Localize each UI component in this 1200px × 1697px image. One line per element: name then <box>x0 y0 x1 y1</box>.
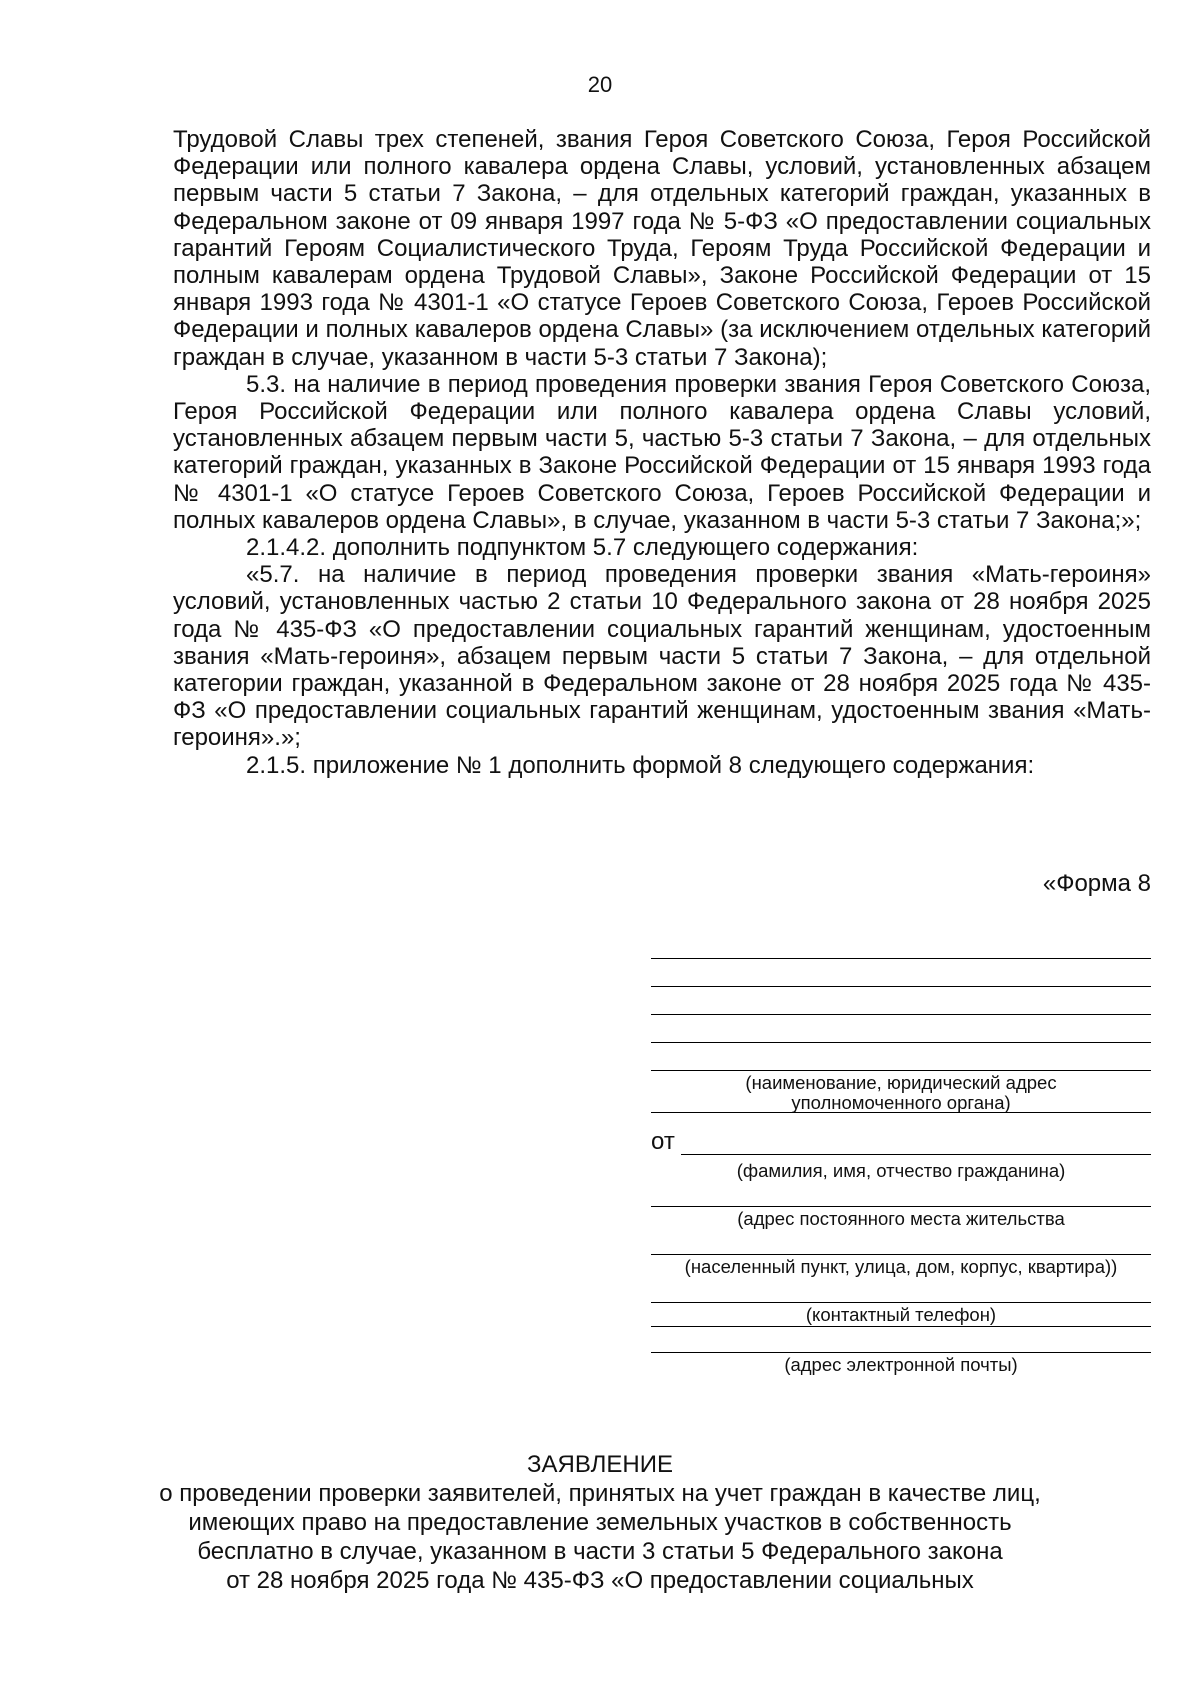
org-line-2 <box>651 986 1151 987</box>
paragraph-continuation: Трудовой Славы трех степеней, звания Героя Советского Союза, Героя Российской Федерации или полного кавалера ордена Славы, условий, установленных абзацем первым части 5 статьи 7 Закона, – для отдельных категорий граждан, указанных в Федеральном законе от 09 января 1997 года № 5-ФЗ «О предоставлении социальных гарантий Героям Социалистического Труда, Героям Труда Российской Федерации и полным кавалерам ордена Трудовой Славы», Законе Российской Федерации от 15 января 1993 года № 4301-1 «О статусе Героев Советского Союза, Героев Российской Федерации и полных кавалеров ордена Славы» (за исключением отдельных категорий граждан в случае, указанном в части 5-3 статьи 7 Закона); <box>173 126 1151 371</box>
from-label: от <box>651 1128 675 1155</box>
statement-subtitle-line-2: имеющих право на предоставление земельных участков в собственность <box>188 1509 1012 1536</box>
phone-line-top <box>651 1302 1151 1303</box>
email-line <box>651 1352 1151 1353</box>
org-caption-line-1: (наименование, юридический адрес <box>745 1072 1057 1093</box>
name-caption: (фамилия, имя, отчество гражданина) <box>736 1160 1066 1181</box>
org-line-5 <box>651 1070 1151 1071</box>
org-line-1 <box>651 958 1151 959</box>
forma-label: «Форма 8 <box>1042 870 1151 897</box>
statement-subtitle-line-4: от 28 ноября 2025 года № 435-ФЗ «О предоставлении социальных <box>226 1567 974 1594</box>
statement-heading <box>100 1450 1100 1595</box>
address-caption: (адрес постоянного места жительства <box>737 1208 1065 1229</box>
org-line-6 <box>651 1112 1151 1113</box>
body-text <box>173 126 1151 779</box>
org-line-3 <box>651 1014 1151 1015</box>
org-caption-line-2: уполномоченного органа) <box>791 1092 1011 1113</box>
email-caption: (адрес электронной почты) <box>784 1354 1018 1375</box>
paragraph-5-7: «5.7. на наличие в период проведения проверки звания «Мать-героиня» условий, установленных частью 2 статьи 10 Федерального закона от 28 ноября 2025 года № 435-ФЗ «О предоставлении социальных гарантий женщинам, удостоенным звания «Мать-героиня», абзацем первым части 5 статьи 7 Закона, – для отдельной категории граждан, указанной в Федеральном законе от 28 ноября 2025 года № 435-ФЗ «О предоставлении социальных гарантий женщинам, удостоенным звания «Мать-героиня».»; <box>173 561 1151 752</box>
org-line-4 <box>651 1042 1151 1043</box>
page-number: 20 <box>587 72 613 97</box>
from-line <box>681 1154 1151 1155</box>
address-detail-line <box>651 1254 1151 1255</box>
statement-subtitle-line-3: бесплатно в случае, указанном в части 3 статьи 5 Федерального закона <box>197 1538 1003 1565</box>
address-line <box>651 1206 1151 1207</box>
paragraph-5-3: 5.3. на наличие в период проведения проверки звания Героя Советского Союза, Героя Российской Федерации или полного кавалера ордена Славы условий, установленных абзацем первым части 5, частью 5-3 статьи 7 Закона, – для отдельных категорий граждан, указанных в Законе Российской Федерации от 15 января 1993 года № 4301-1 «О статусе Героев Советского Союза, Героев Российской Федерации и полных кавалеров ордена Славы», в случае, указанном в части 5-3 статьи 7 Закона;»; <box>173 370 1151 534</box>
paragraph-2-1-5: 2.1.5. приложение № 1 дополнить формой 8 следующего содержания: <box>246 751 1035 779</box>
from-row <box>651 1128 1151 1156</box>
statement-title: ЗАЯВЛЕНИЕ <box>527 1451 673 1478</box>
statement-subtitle-line-1: о проведении проверки заявителей, принятых на учет граждан в качестве лиц, <box>159 1480 1041 1507</box>
phone-caption: (контактный телефон) <box>805 1304 997 1325</box>
paragraph-2-1-4-2: 2.1.4.2. дополнить подпунктом 5.7 следующего содержания: <box>246 534 919 562</box>
address-detail-caption: (населенный пункт, улица, дом, корпус, квартира)) <box>684 1256 1118 1277</box>
phone-line <box>651 1326 1151 1327</box>
